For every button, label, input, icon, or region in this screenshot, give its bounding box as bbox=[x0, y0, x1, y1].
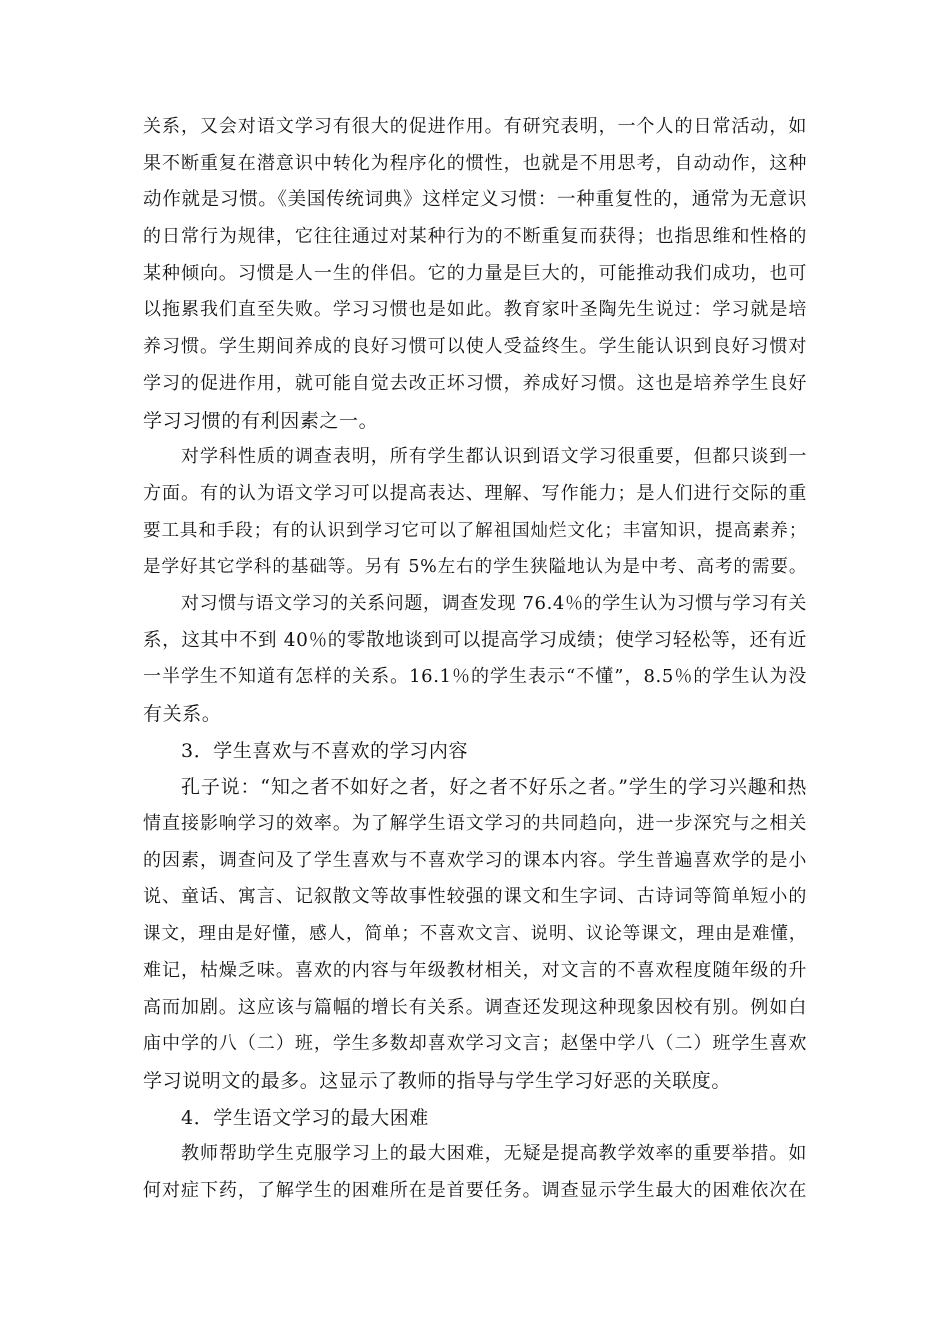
text-line: 的因素，调查问及了学生喜欢与不喜欢学习的课本内容。学生普遍喜欢学的是小 bbox=[143, 849, 807, 871]
text-line: 要工具和手段；有的认识到学习它可以了解祖国灿烂文化；丰富知识，提高素养； bbox=[143, 520, 807, 541]
text-line: 情直接影响学习的效率。为了解学生语文学习的共同趋向，进一步深究与之相关 bbox=[143, 813, 807, 835]
text-line: 孔子说：“知之者不如好之者，好之者不好乐之者。”学生的学习兴趣和热 bbox=[181, 776, 807, 799]
text-line: 学习习惯的有利因素之一。 bbox=[143, 409, 379, 432]
section-heading: 4．学生语文学习的最大困难 bbox=[181, 1106, 429, 1129]
text-line: 对学科性质的调查表明，所有学生都认识到语文学习很重要，但都只谈到一 bbox=[181, 446, 807, 468]
text-line: 何对症下药，了解学生的困难所在是首要任务。调查显示学生最大的困难依次在 bbox=[143, 1179, 807, 1201]
text-line: 庙中学的八（二）班，学生多数却喜欢学习文言；赵堡中学八（二）班学生喜欢 bbox=[143, 1033, 807, 1055]
text-line: 动作就是习惯。《美国传统词典》这样定义习惯：一种重复性的，通常为无意识 bbox=[143, 189, 807, 211]
text-line: 是学好其它学科的基础等。另有 5%左右的学生狭隘地认为是中考、高考的需要。 bbox=[143, 557, 807, 578]
text-line: 教师帮助学生克服学习上的最大困难，无疑是提高教学效率的重要举措。如 bbox=[181, 1143, 807, 1165]
text-line: 难记，枯燥乏味。喜欢的内容与年级教材相关，对文言的不喜欢程度随年级的升 bbox=[143, 959, 807, 981]
text-line: 系，这其中不到 40％的零散地谈到可以提高学习成绩；使学习轻松等，还有近 bbox=[143, 629, 807, 651]
text-line: 对习惯与语文学习的关系问题，调查发现 76.4％的学生认为习惯与学习有关 bbox=[181, 592, 807, 614]
text-line: 学习说明文的最多。这显示了教师的指导与学生学习好恶的关联度。 bbox=[143, 1069, 732, 1092]
page-body-text bbox=[143, 109, 807, 1210]
text-line: 学习的促进作用，就可能自觉去改正坏习惯，养成好习惯。这也是培养学生良好 bbox=[143, 372, 807, 394]
text-line: 果不断重复在潜意识中转化为程序化的惯性，也就是不用思考，自动动作，这种 bbox=[143, 152, 807, 174]
text-line: 以拖累我们直至失败。学习习惯也是如此。教育家叶圣陶先生说过：学习就是培 bbox=[143, 299, 807, 321]
text-line: 某种倾向。习惯是人一生的伴侣。它的力量是巨大的，可能推动我们成功，也可 bbox=[143, 262, 807, 284]
section-heading: 3．学生喜欢与不喜欢的学习内容 bbox=[181, 739, 469, 762]
text-line: 一半学生不知道有怎样的关系。16.1％的学生表示“不懂”，8.5％的学生认为没 bbox=[143, 666, 807, 688]
text-line: 的日常行为规律，它往往通过对某种行为的不断重复而获得；也指思维和性格的 bbox=[143, 226, 807, 248]
text-line: 有关系。 bbox=[143, 703, 222, 725]
text-line: 说、童话、寓言、记叙散文等故事性较强的课文和生字词、古诗词等简单短小的 bbox=[143, 886, 807, 908]
text-line: 关系，又会对语文学习有很大的促进作用。有研究表明，一个人的日常活动，如 bbox=[143, 116, 807, 137]
text-line: 课文，理由是好懂，感人，简单；不喜欢文言、说明、议论等课文，理由是难懂， bbox=[143, 924, 807, 945]
text-line: 高而加剧。这应该与篇幅的增长有关系。调查还发现这种现象因校有别。例如白 bbox=[143, 996, 807, 1018]
text-line: 养习惯。学生期间养成的良好习惯可以使人受益终生。学生能认识到良好习惯对 bbox=[143, 336, 807, 358]
text-line: 方面。有的认为语文学习可以提高表达、理解、写作能力；是人们进行交际的重 bbox=[143, 482, 807, 504]
